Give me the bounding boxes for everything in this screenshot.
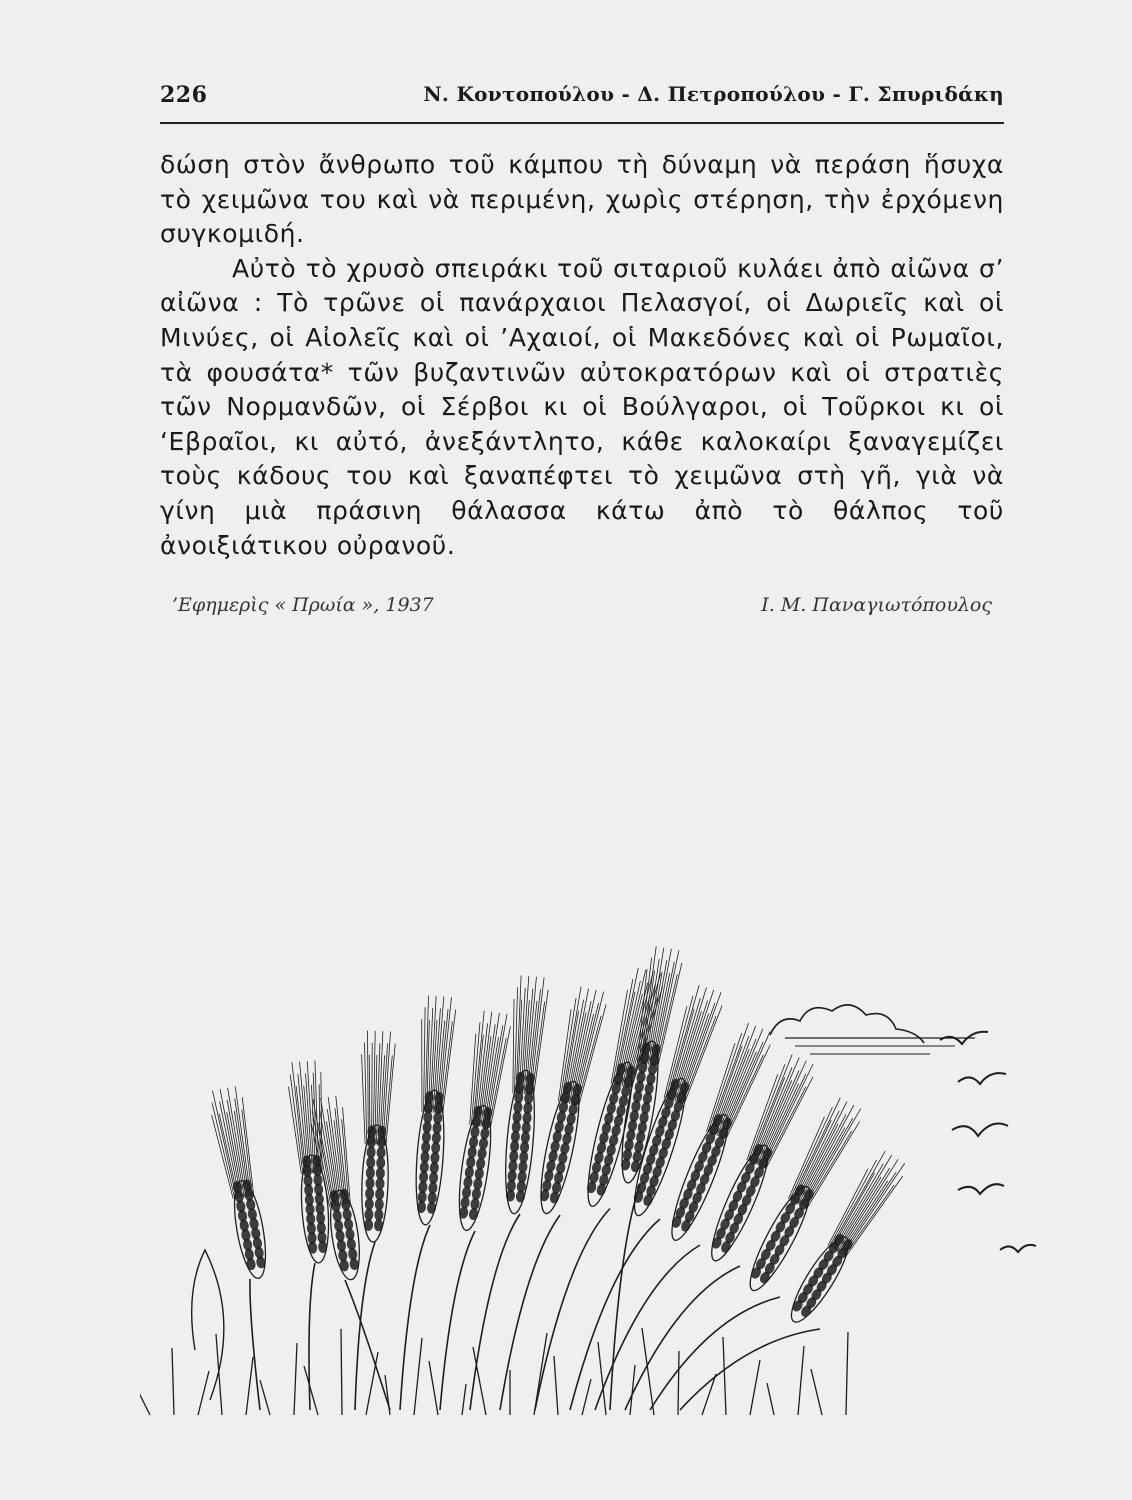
grass-blade [294, 1343, 297, 1415]
wheat-stalk [287, 1060, 334, 1410]
ground-grass [140, 1250, 848, 1415]
page-number: 226 [160, 82, 208, 108]
sky-clouds [770, 1005, 975, 1054]
grass-blade [140, 1385, 150, 1415]
grass-blade [414, 1338, 422, 1415]
body-text [160, 148, 1004, 563]
header-rule [160, 122, 1004, 124]
wheat-stalk [440, 1010, 512, 1410]
bird [958, 1184, 1004, 1194]
grass-blade [198, 1371, 209, 1415]
source-citation [172, 594, 992, 624]
bird [958, 1073, 1006, 1084]
grass-blade [678, 1351, 679, 1415]
running-head-authors: Ν. Κοντοπούλου - Δ. Πετροπούλου - Γ. Σπυριδάκη [423, 82, 1004, 106]
grass-blade [846, 1332, 848, 1415]
source-publication: ’Εφημερὶς « Πρωία », 1937 [172, 594, 434, 616]
grass-blade [429, 1361, 438, 1415]
grass-blade [246, 1357, 253, 1415]
grass-blade [216, 1334, 222, 1415]
grass-blade [798, 1346, 804, 1415]
wheat-stalk [680, 1148, 909, 1410]
wheat-stalk [470, 975, 549, 1410]
source-author: Ι. Μ. Παναγιωτόπουλος [761, 594, 992, 616]
grass-blade [534, 1333, 547, 1415]
bird [952, 1124, 1008, 1136]
grass-blade [366, 1352, 378, 1415]
running-head [160, 78, 1004, 118]
grass-blade [341, 1329, 342, 1415]
grass-blade [260, 1380, 270, 1415]
grass-blade [582, 1379, 591, 1415]
grass-blade [172, 1348, 174, 1415]
wheat-stalk [355, 1030, 396, 1410]
grass-blade [811, 1369, 822, 1415]
grass-blade [462, 1384, 466, 1415]
grass-blade [702, 1374, 716, 1415]
grass-blade [554, 1356, 558, 1415]
wheat-stalk [400, 995, 457, 1410]
grass-blade [750, 1360, 760, 1415]
paragraph-1: δώση στὸν ἄνθρωπο τοῦ κάμπου τὴ δύναμη νὰ περάση ἥσυχα τὸ χειμῶνα του καὶ νὰ περιμένη, χωρὶς στέρηση, τὴν ἐρχόμενη συγκομιδή. [160, 150, 1004, 249]
grass-blade [598, 1342, 606, 1415]
bird [1000, 1245, 1036, 1252]
cloud [770, 1005, 924, 1043]
wheat-field-illustration [140, 940, 1040, 1420]
flying-birds [940, 1032, 1036, 1252]
paragraph-2: Αὐτὸ τὸ χρυσὸ σπειράκι τοῦ σιταριοῦ κυλάει ἀπὸ αἰῶνα σ’ αἰῶνα : Τὸ τρῶνε οἱ πανάρχαιοι Πελασγοί, οἱ Δωριεῖς καὶ οἱ Μινύες, οἱ Αἰολεῖς καὶ οἱ ’Αχαιοί, οἱ Μακεδόνες καὶ οἱ Ρωμαῖοι, τὰ φουσάτα* τῶν βυζαντινῶν αὐτοκρατόρων καὶ οἱ στρατιὲς τῶν Νορμανδῶν, οἱ Σέρβοι κι οἱ Βούλγαροι, οἱ Τοῦρκοι κι οἱ ‘Εβραῖοι, κι αὐτό, ἀνεξάντλητο, κάθε καλοκαίρι ξαναγεμίζει τοὺς κάδους του καὶ ξαναπέφτει τὸ χειμῶνα στὴ γῆ, γιὰ νὰ γίνη μιὰ πράσινη θάλασσα κάτω ἀπὸ τὸ θάλπος τοῦ ἀνοιξιάτικου οὐρανοῦ. [160, 253, 1004, 560]
grass-blade [723, 1337, 726, 1415]
grass-blade [767, 1383, 774, 1415]
grass-blade [473, 1347, 486, 1415]
grass-blade [304, 1366, 318, 1415]
